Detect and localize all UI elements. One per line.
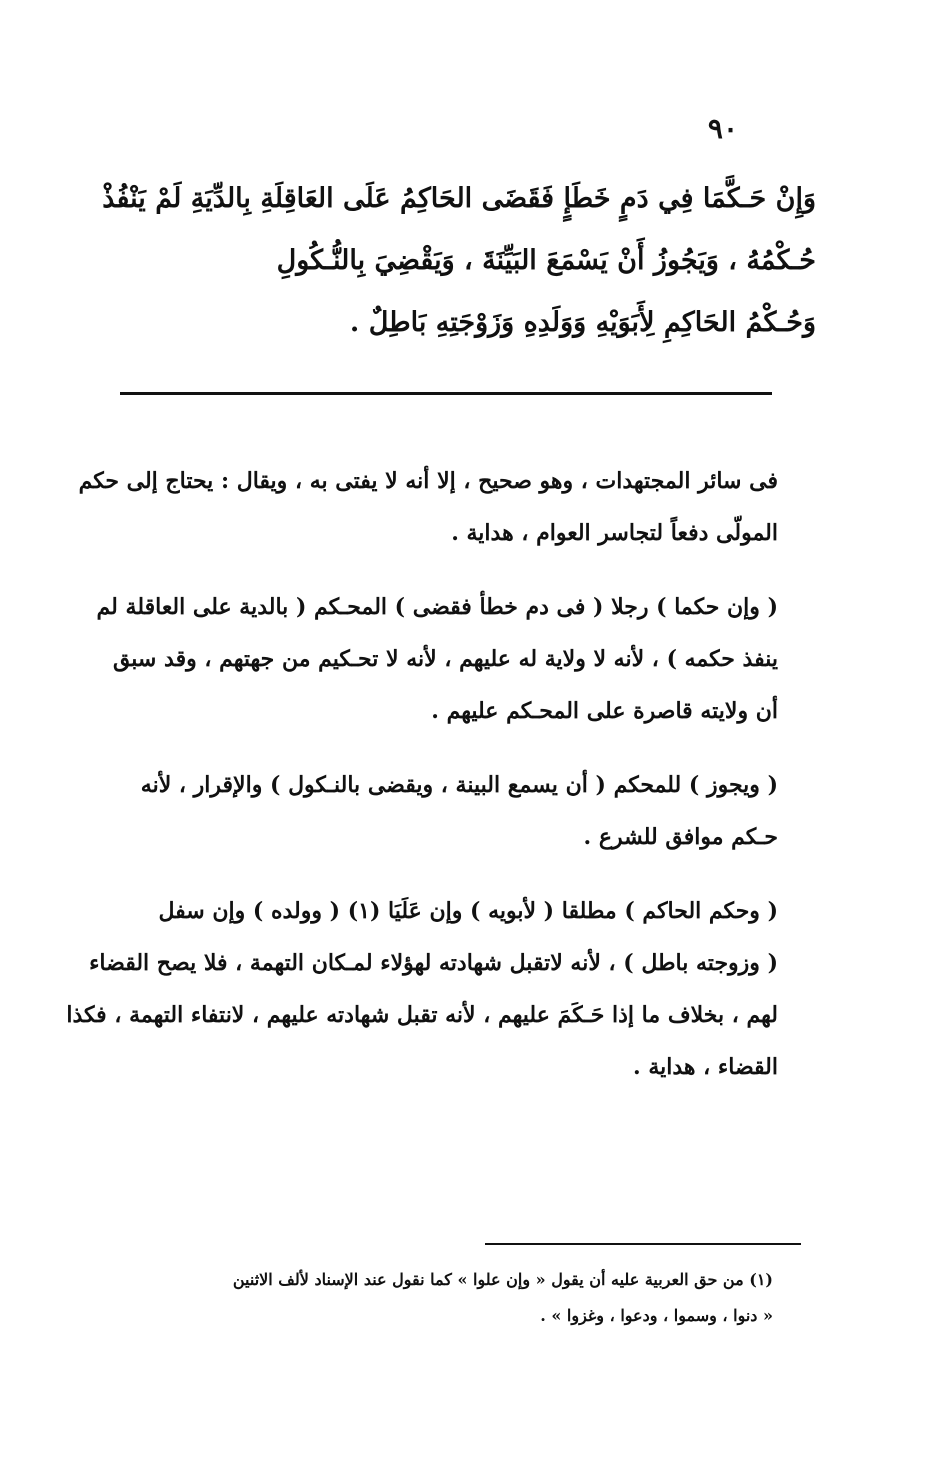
main-text-line: وَحُـكْمُ الحَاكِمِ لِأَبَوَيْهِ وَوَلَدِهِ وَزَوْجَتِهِ بَاطِلٌ . [349, 307, 816, 338]
footnote [133, 1262, 773, 1334]
commentary-line: ( وإن حكما ) رجلا ( فى دم خطأ فقضى ) المحـكم ( بالدية على العاقلة لم [96, 594, 778, 620]
commentary-paragraph [96, 581, 778, 737]
commentary-line: القضاء ، هداية . [633, 1054, 778, 1080]
main-divider-rule [120, 392, 772, 395]
commentary-paragraph [78, 455, 778, 559]
commentary-paragraph [128, 759, 778, 863]
main-text-line: وَإِنْ حَـكَّمَا فِي دَمٍ خَطَإٍ فَقَضَى الحَاكِمُ عَلَى العَاقِلَةِ بِالدِّيَةِ لَمْ يَنْفُذْ [102, 183, 816, 214]
footnote-line: (١) من حق العربية عليه أن يقول « وإن علوا » كما نقول عند الإسناد لألف الاثنين [232, 1270, 773, 1289]
footnote-divider-rule [485, 1243, 801, 1245]
main-text-line: حُـكْمُهُ ، وَيَجُوزُ أَنْ يَسْمَعَ البَيِّنَةَ ، وَيَقْضِيَ بِالنُّـكُولِ [276, 245, 816, 276]
commentary-line: ينفذ حكمه ) ، لأنه لا ولاية له عليهم ، لأنه لا تحـكيم من جهتهم ، وقد سبق [112, 646, 778, 672]
commentary-line: ( وزوجته باطل ) ، لأنه لاتقبل شهادته لهؤلاء لمـكان التهمة ، فلا يصح القضاء [89, 950, 778, 976]
commentary-line: أن ولايته قاصرة على المحـكم عليهم . [431, 698, 778, 724]
commentary-paragraph [66, 885, 778, 1093]
commentary-line: حـكم موافق للشرع . [583, 824, 778, 850]
commentary-line: لهم ، بخلاف ما إذا حَـكَمَ عليهم ، لأنه تقبل شهادته عليهم ، لانتفاء التهمة ، فكذا [66, 1002, 778, 1028]
main-text [102, 168, 816, 354]
footnote-line: « دنوا ، وسموا ، ودعوا ، وغزوا » . [540, 1306, 773, 1325]
page-number: ٩٠ [707, 112, 738, 145]
commentary [66, 455, 778, 1115]
commentary-line: المولّى دفعاً لتجاسر العوام ، هداية . [451, 520, 778, 546]
commentary-line: فى سائر المجتهدات ، وهو صحيح ، إلا أنه لا يفتى به ، ويقال : يحتاج إلى حكم [78, 468, 778, 494]
commentary-line: ( ويجوز ) للمحكم ( أن يسمع البينة ، ويقضى بالنـكول ) والإقرار ، لأنه [140, 772, 778, 798]
commentary-line: ( وحكم الحاكم ) مطلقا ( لأبويه ) وإن عَلَيَا (١) ( وولده ) وإن سفل [158, 898, 778, 924]
